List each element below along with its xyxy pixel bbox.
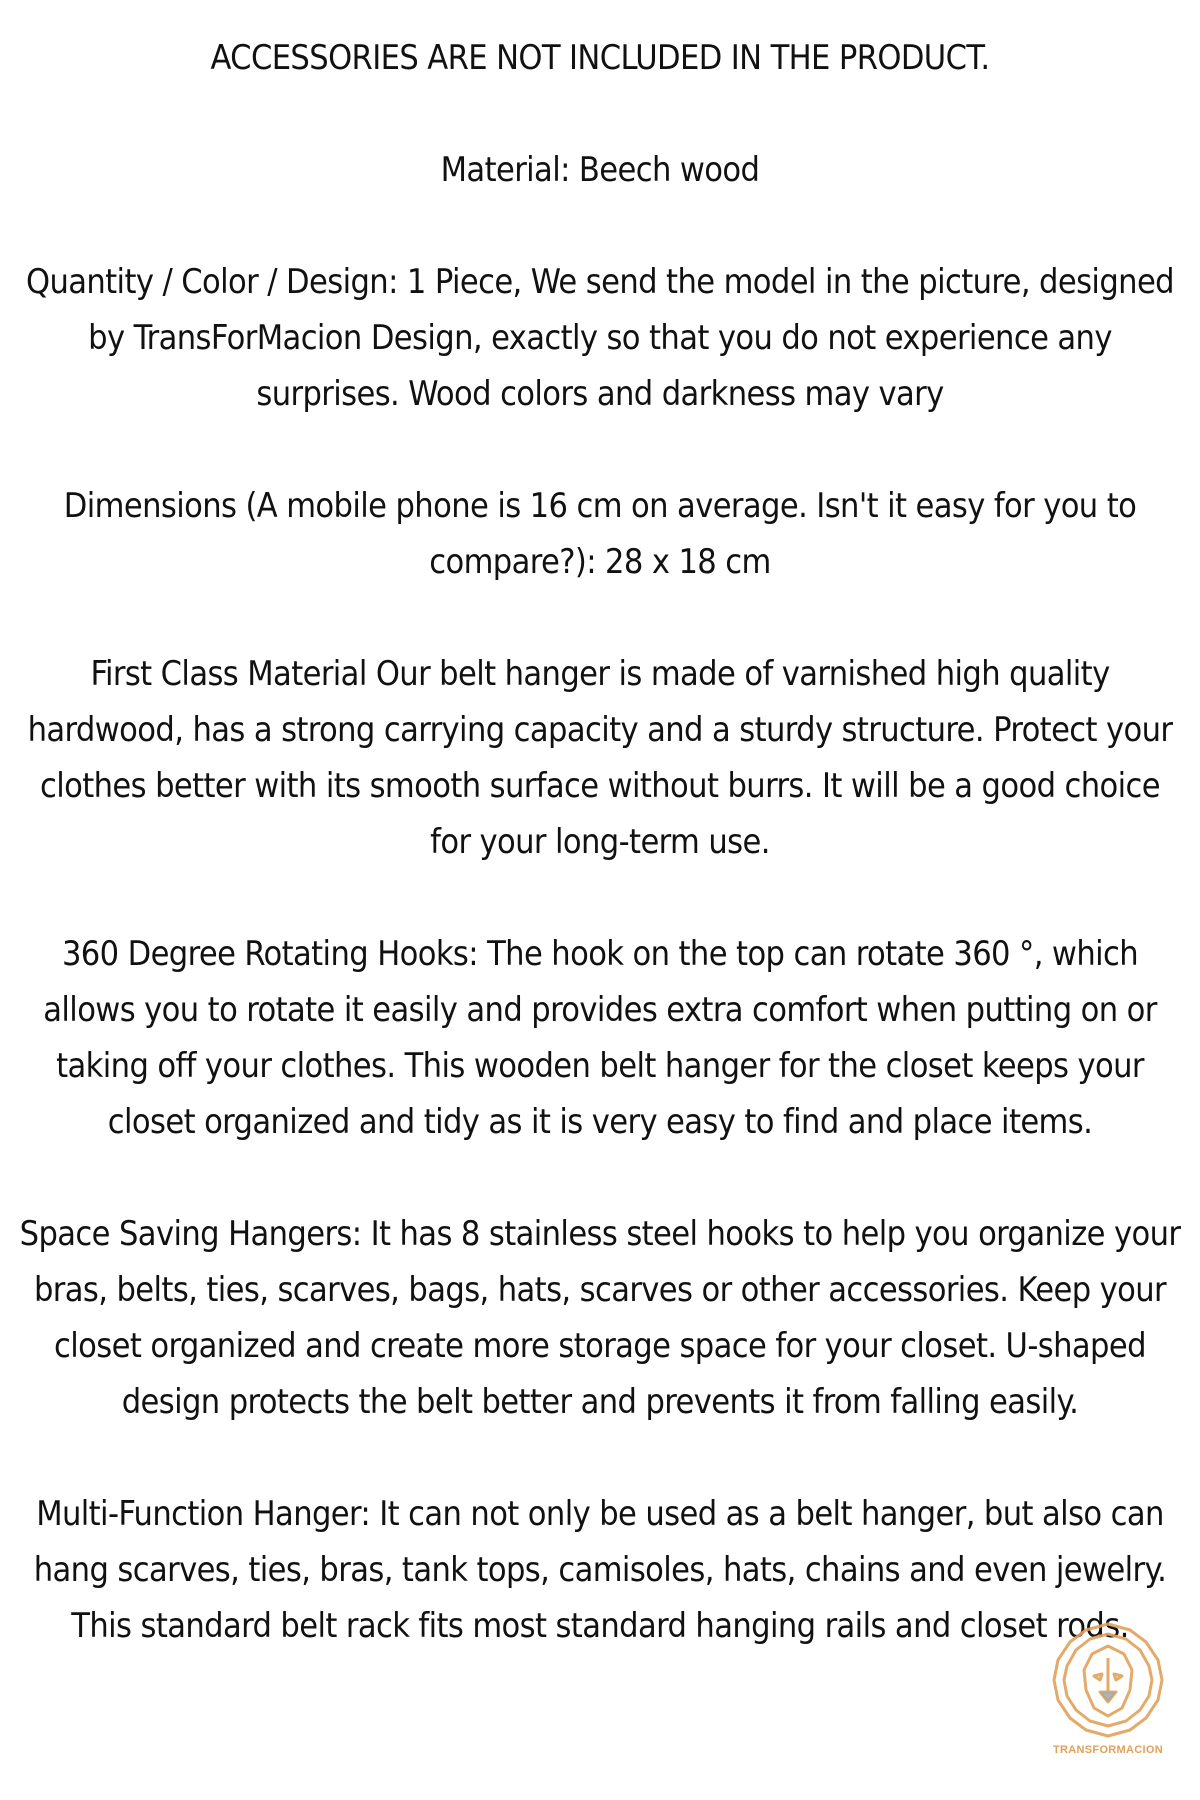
space-saving-hangers: Space Saving Hangers: It has 8 stainless steel hooks to help you organize your bras, belts, ties, scarves, bags, hats, scarves or other accessories. Keep your closet organized and create more storage space for your closet. U-shaped design protects the belt better and prevents it from falling easily. (19, 1214, 1181, 1422)
material-line: Material: Beech wood (440, 150, 760, 190)
brand-logo-text: TRANSFORMACION (1053, 1744, 1163, 1756)
multi-function-hanger: Multi-Function Hanger: It can not only be used as a belt hanger, but also can hang scarves, ties, bras, tank tops, camisoles, hats, chains and even jewelry. This standard belt rack fits most standard hanging rails and closet rods. (33, 1494, 1167, 1646)
quantity-color-design: Quantity / Color / Design: 1 Piece, We send the model in the picture, designed by TransForMacion Design, exactly so that you do not experience any surprises. Wood colors and darkness may vary (25, 262, 1175, 414)
first-class-material: First Class Material Our belt hanger is made of varnished high quality hardwood, has a strong carrying capacity and a sturdy structure. Protect your clothes better with its smooth surface without burrs. It will be a good choice for your long-term use. (27, 654, 1173, 862)
lion-head-icon (1048, 1620, 1168, 1740)
rotating-hooks: 360 Degree Rotating Hooks: The hook on the top can rotate 360 °, which allows you to rotate it easily and provides extra comfort when putting on or taking off your clothes. This wooden belt hanger for the closet keeps your closet organized and tidy as it is very easy to find and place items. (43, 934, 1157, 1142)
dimensions: Dimensions (A mobile phone is 16 cm on average. Isn't it easy for you to compare?): 28 x 18 cm (63, 486, 1137, 582)
accessories-notice: ACCESSORIES ARE NOT INCLUDED IN THE PRODUCT. (210, 38, 990, 78)
brand-logo (1048, 1620, 1168, 1770)
